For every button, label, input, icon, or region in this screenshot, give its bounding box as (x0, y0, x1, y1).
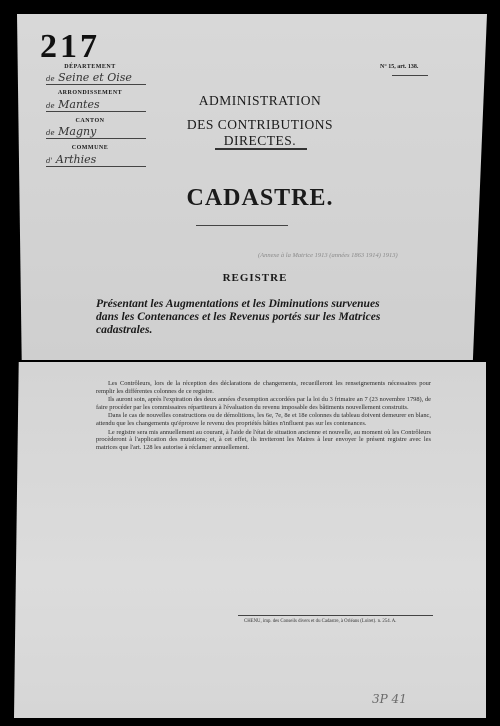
header-reference: N° 15, art. 138. (380, 64, 419, 70)
description-line-3: cadastrales. (96, 323, 153, 336)
instruction-paragraph: Les Contrôleurs, lors de la réception des déclarations de changements, recueilleront les renseignements nécessaires pour remplir les différentes colonnes de ce registre. (96, 380, 431, 395)
divider (46, 111, 146, 112)
description-line-1: Présentant les Augmentations et les Diminutions survenues (96, 297, 380, 310)
instruction-paragraph: Ils auront soin, après l'expiration des deux années d'exemption accordées par la loi du 3 frimaire an 7 (23 novembre 1798), de faire procéder par les commissaires répartiteurs à l'évaluation du revenu imposable des bâtiments nouvellement construits. (96, 396, 431, 411)
instructions-block (96, 380, 431, 451)
field-arrondissement: de Mantes (46, 98, 100, 111)
printer-imprint: CHENU, imp. des Conseils divers et du Cadastre, à Orléans (Loiret). n. 254. A. (244, 619, 397, 624)
divider (392, 75, 428, 76)
field-label-departement: DÉPARTEMENT (64, 64, 116, 70)
divider (196, 225, 288, 226)
instruction-paragraph: Dans le cas de nouvelles constructions ou de démolitions, les 6e, 7e, 8e et 18e colonnes du tableau doivent demeurer en blanc, attendu que les changements qu'éprouve le revenu des propriétés bâties n'influent pas sur les contenances. (96, 412, 431, 427)
registre-heading: REGISTRE (222, 272, 288, 284)
divider (46, 138, 146, 139)
field-canton: de Magny (46, 125, 97, 138)
field-label-commune: COMMUNE (71, 145, 109, 151)
field-label-arrondissement: ARRONDISSEMENT (57, 90, 123, 96)
field-departement: de Seine et Oise (46, 71, 132, 84)
stamp-number: 217 (40, 28, 100, 65)
divider (46, 166, 146, 167)
description-line-2: dans les Contenances et les Revenus portés sur les Matrices (96, 310, 381, 323)
instruction-paragraph: Le registre sera mis annuellement au courant, à l'aide de l'état de situation ancienne et nouvelle, au moment où les Contrôleurs procèderont à l'application des mutations; et, à cet effet, ils inviteront les Maires à leur envoyer le présent registre avec les matrices que l'art. 128 les autorise à réclamer annuellement. (96, 428, 431, 451)
admin-subtitle: DES CONTRIBUTIONS DIRECTES. (186, 117, 334, 148)
corner-handwritten-note: 3P 41 (372, 692, 407, 706)
faint-annotation: (Annexe à la Matrice 1913 (années 1863 1914) 1913) (258, 252, 398, 259)
divider (215, 148, 307, 150)
cadastre-title: CADASTRE. (186, 185, 334, 211)
divider (238, 615, 433, 616)
divider (46, 84, 146, 85)
admin-title: ADMINISTRATION (198, 93, 322, 108)
field-label-canton: CANTON (75, 118, 105, 124)
field-commune: d' Arthies (46, 153, 97, 166)
